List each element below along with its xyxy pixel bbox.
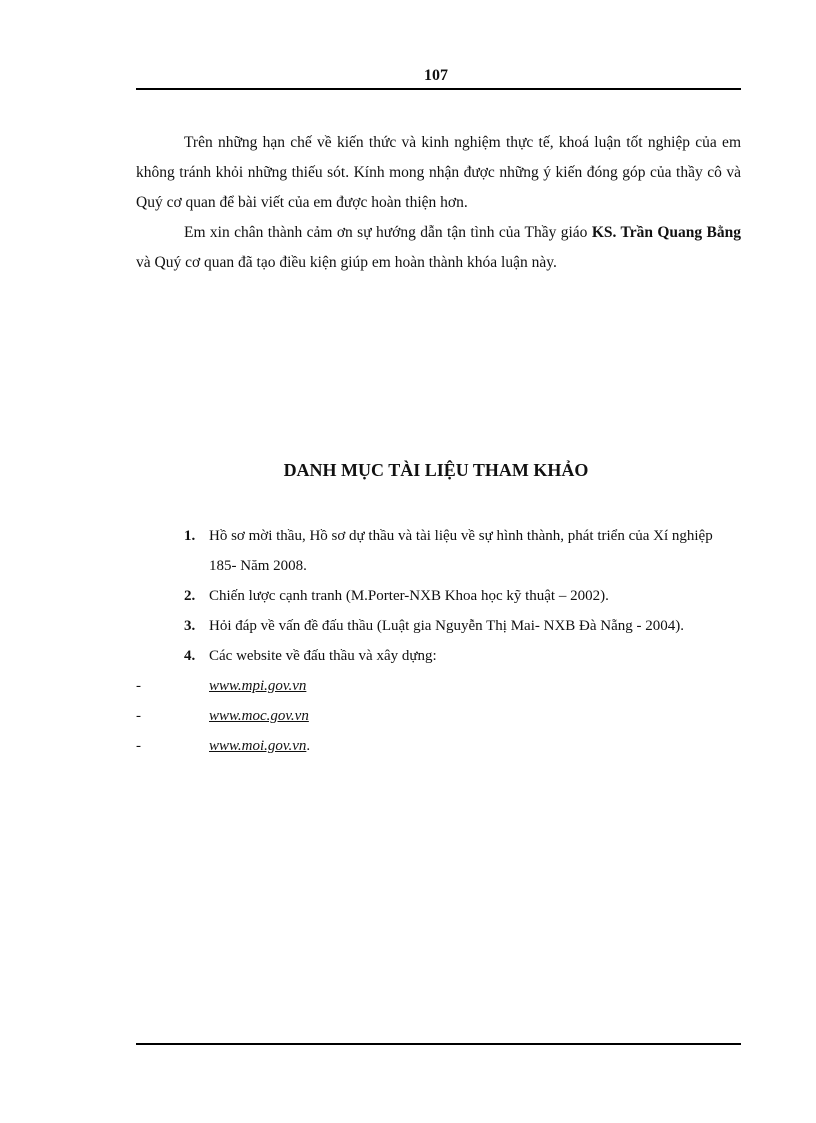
closing-paragraph (136, 128, 741, 218)
website-link-moc[interactable]: www.moc.gov.vn (209, 708, 309, 724)
acknowledgement-paragraph (136, 218, 741, 278)
reference-text: Chiến lược cạnh tranh (M.Porter-NXB Khoa học kỹ thuật – 2002). (209, 588, 609, 604)
closing-paragraph-text: Trên những hạn chế về kiến thức và kinh nghiệm thực tế, khoá luận tốt nghiệp của em không tránh khỏi những thiếu sót. Kính mong nhận được những ý kiến đóng góp của thầy cô và Quý cơ quan để bài viết của em được hoàn thiện hơn. (136, 134, 741, 211)
reference-text: Các website về đấu thầu và xây dựng: (209, 648, 437, 664)
reference-number: 2. (184, 588, 196, 604)
reference-text: Hỏi đáp về vấn đề đấu thầu (Luật gia Nguyễn Thị Mai- NXB Đà Nẵng - 2004). (209, 618, 685, 634)
page-number: 107 (424, 67, 448, 84)
reference-item (136, 521, 741, 581)
link-suffix: . (306, 738, 311, 754)
footer-rule (136, 1043, 741, 1045)
dash-bullet: - (136, 738, 141, 754)
reference-number: 1. (184, 528, 196, 544)
reference-item (136, 581, 741, 611)
website-item (136, 731, 741, 761)
website-link-moi[interactable]: www.moi.gov.vn (209, 738, 307, 754)
supervisor-name: KS. Trần Quang Bằng (591, 224, 742, 241)
dash-bullet: - (136, 708, 141, 724)
reference-item (136, 611, 741, 641)
reference-list (136, 521, 741, 761)
acknowledgement-text-after: và Quý cơ quan đã tạo điều kiện giúp em hoàn thành khóa luận này. (136, 254, 557, 271)
reference-number: 4. (184, 648, 196, 664)
website-link-mpi[interactable]: www.mpi.gov.vn (209, 678, 307, 694)
reference-item (136, 641, 741, 671)
reference-number: 3. (184, 618, 196, 634)
acknowledgement-text-before: Em xin chân thành cảm ơn sự hướng dẫn tận tình của Thầy giáo (184, 224, 592, 241)
header-rule (136, 88, 741, 90)
reference-text: Hồ sơ mời thầu, Hồ sơ dự thầu và tài liệu về sự hình thành, phát triển của Xí nghiệp 185- Năm 2008. (209, 528, 713, 574)
website-item (136, 671, 741, 701)
dash-bullet: - (136, 678, 141, 694)
references-heading: DANH MỤC TÀI LIỆU THAM KHẢO (283, 460, 589, 480)
website-item (136, 701, 741, 731)
